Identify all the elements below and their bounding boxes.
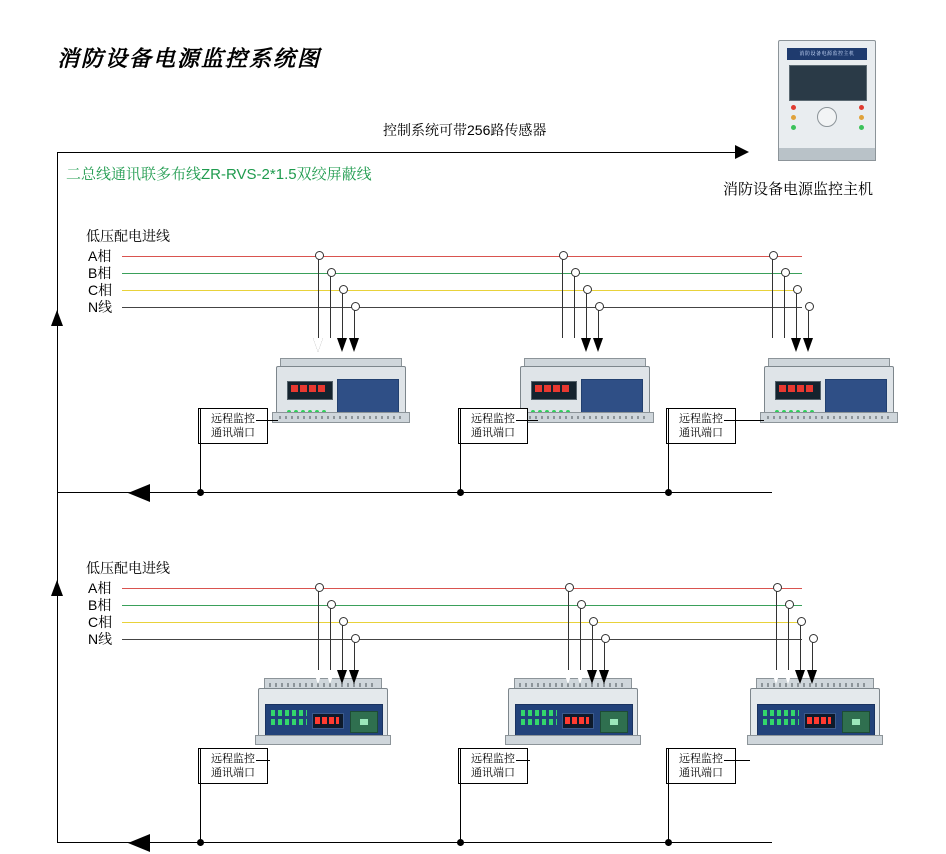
group2-device3-port [666,748,736,784]
group1-incoming-label: 低压配电进线 [86,228,170,244]
module-led-row [775,401,821,407]
group1-device-2 [520,358,648,420]
group1-phase-label-a: A相 [88,248,112,264]
g2d1-tap-n [354,639,355,670]
g2d1-node-a [315,583,324,592]
g2d2-comm-link [516,760,530,761]
g1d2-node-b [571,268,580,277]
g2d3-arrow-n [807,670,817,684]
g2d1-arrow-n [349,670,359,684]
bus-arrow-up-2 [51,580,63,596]
group2-phase-label-a: A相 [88,580,112,596]
group2-device1-port [198,748,268,784]
port-line-2: 通讯端口 [679,767,723,779]
g2d3-arrow-c [795,670,805,684]
module-led-row-1 [521,710,557,716]
g2d1-comm-node [197,839,204,846]
module-display [562,713,594,729]
module-display [287,381,333,400]
host-led-amber [791,115,796,120]
host-led-amber-2 [859,115,864,120]
group2-phase-line-a [122,588,802,589]
module-display [531,381,577,400]
power-monitor-module [520,358,648,420]
group2-phase-line-b [122,605,802,606]
g2d2-node-a [565,583,574,592]
g2d2-comm-line [460,748,461,846]
host-led-red [791,105,796,110]
g1d2-arrow-n [593,338,603,352]
g1d2-comm-link [516,420,538,421]
g2d3-arrow-b [783,670,793,684]
group1-device1-port [198,408,268,444]
g1d3-arrow-b [779,338,789,352]
g2d2-arrow-a [563,670,573,684]
port-line-1: 远程监控 [679,413,723,425]
group1-return-arrow [128,484,150,502]
g2d3-comm-node [665,839,672,846]
g1d3-comm-line [668,408,669,496]
g2d1-node-b [327,600,336,609]
g2d2-tap-n [604,639,605,670]
bus-cable-label: 二总线通讯联多布线ZR-RVS-2*1.5双绞屏蔽线 [66,166,372,183]
g1d2-arrow-a [557,338,567,352]
monitoring-host-panel [778,40,874,160]
host-base [778,148,876,161]
g1d2-tap-c [586,290,587,338]
g2d3-tap-c [800,622,801,670]
g1d2-tap-n [598,307,599,338]
g2d1-tap-a [318,588,319,670]
g2d3-node-a [773,583,782,592]
g1d2-node-n [595,302,604,311]
module-terminal-base [255,735,391,745]
g1d2-node-c [583,285,592,294]
group1-device-1 [276,358,404,420]
g1d3-tap-c [796,290,797,338]
group1-phase-label-b: B相 [88,265,112,281]
g1d1-tap-c [342,290,343,338]
g1d3-tap-a [772,256,773,338]
g1d1-comm-node [197,489,204,496]
host-led-red-2 [859,105,864,110]
g2d3-tap-a [776,588,777,670]
module-keypad [600,711,628,733]
module-led-row [531,401,577,407]
port-line-2: 通讯端口 [679,427,723,439]
module-terminal-base [747,735,883,745]
g2d3-comm-line [668,748,669,846]
g2d3-arrow-a [771,670,781,684]
g1d3-arrow-c [791,338,801,352]
port-line-2: 通讯端口 [211,427,255,439]
g1d3-node-c [793,285,802,294]
module-led-row-1 [763,710,799,716]
g2d2-node-c [589,617,598,626]
g1d3-node-n [805,302,814,311]
bus-capacity-note: 控制系统可带256路传感器 [383,122,547,138]
module-case [276,366,406,414]
g1d2-node-a [559,251,568,260]
module-led-row [287,401,333,407]
port-line-1: 远程监控 [471,413,515,425]
group1-device2-port [458,408,528,444]
module-case [258,688,388,738]
group1-phase-label-n: N线 [88,299,113,315]
bus-arrow-to-host [735,145,749,159]
port-line-1: 远程监控 [211,753,255,765]
g1d3-comm-node [665,489,672,496]
g2d3-node-n [809,634,818,643]
g1d3-node-a [769,251,778,260]
g2d1-comm-line [200,748,201,846]
module-keypad [350,711,378,733]
g1d1-node-n [351,302,360,311]
group2-incoming-label: 低压配电进线 [86,560,170,576]
g2d2-node-b [577,600,586,609]
g1d2-comm-line [460,408,461,496]
host-led-green-2 [859,125,864,130]
module-case [508,688,638,738]
g2d2-arrow-c [587,670,597,684]
module-blue-panel [581,379,643,415]
power-monitor-module [258,678,386,744]
g1d1-tap-n [354,307,355,338]
port-line-2: 通讯端口 [211,767,255,779]
port-line-2: 通讯端口 [471,767,515,779]
g1d2-tap-b [574,273,575,338]
host-screen [789,65,867,101]
bus-line-left [57,152,58,842]
group2-phase-line-n [122,639,802,640]
module-terminal-base [272,412,410,423]
host-label: 消防设备电源监控主机 [723,181,874,198]
bus-arrow-up-1 [51,310,63,326]
g2d1-tap-b [330,605,331,670]
group1-device-3 [764,358,892,420]
group1-device3-port [666,408,736,444]
g1d2-arrow-c [581,338,591,352]
group2-device-3 [750,678,878,744]
g1d3-tap-b [784,273,785,338]
bus-line-top [57,152,747,153]
g2d1-arrow-a [313,670,323,684]
g1d1-node-c [339,285,348,294]
group2-phase-label-n: N线 [88,631,113,647]
g1d1-comm-link [256,420,278,421]
module-terminal-base [505,735,641,745]
g2d2-tap-b [580,605,581,670]
module-blue-panel [337,379,399,415]
module-led-row-2 [271,719,307,725]
module-led-row-2 [763,719,799,725]
group1-phase-line-n [122,307,802,308]
g2d2-tap-c [592,622,593,670]
g1d1-arrow-n [349,338,359,352]
module-case [764,366,894,414]
power-monitor-module [508,678,636,744]
port-line-1: 远程监控 [471,753,515,765]
g2d2-comm-node [457,839,464,846]
g1d3-tap-n [808,307,809,338]
group2-phase-line-c [122,622,802,623]
g2d3-comm-link [724,760,750,761]
group1-phase-line-c [122,290,802,291]
g2d2-arrow-b [575,670,585,684]
g2d1-tap-c [342,622,343,670]
port-line-1: 远程监控 [211,413,255,425]
g1d1-arrow-a [313,338,323,352]
power-monitor-module [750,678,878,744]
g2d1-arrow-b [325,670,335,684]
g1d1-comm-line [200,408,201,496]
host-led-green [791,125,796,130]
module-led-row-1 [271,710,307,716]
g2d2-node-n [601,634,610,643]
module-blue-panel [825,379,887,415]
module-case [750,688,880,738]
group1-phase-line-a [122,256,802,257]
host-banner-text: 消防设备电源监控主机 [799,51,855,57]
module-terminal-base [760,412,898,423]
g1d3-comm-link [724,420,764,421]
g2d3-tap-b [788,605,789,670]
g1d1-node-b [327,268,336,277]
g1d2-arrow-b [569,338,579,352]
g1d1-arrow-b [325,338,335,352]
module-display [312,713,344,729]
module-keypad [842,711,870,733]
g2d2-tap-a [568,588,569,670]
module-case [520,366,650,414]
g2d3-node-b [785,600,794,609]
group2-phase-label-b: B相 [88,597,112,613]
g2d1-node-n [351,634,360,643]
g1d1-tap-b [330,273,331,338]
module-led-row-2 [521,719,557,725]
group2-device-2 [508,678,636,744]
group2-device-1 [258,678,386,744]
power-monitor-module [276,358,404,420]
host-top-banner [787,48,867,60]
module-display [804,713,836,729]
host-body [778,40,876,150]
group1-phase-line-b [122,273,802,274]
host-knob [817,107,837,127]
g1d3-arrow-n [803,338,813,352]
g1d1-node-a [315,251,324,260]
g2d3-node-c [797,617,806,626]
power-monitor-module [764,358,892,420]
port-line-2: 通讯端口 [471,427,515,439]
g2d1-node-c [339,617,348,626]
g1d3-arrow-a [767,338,777,352]
port-line-1: 远程监控 [679,753,723,765]
page-title: 消防设备电源监控系统图 [57,46,322,71]
group1-phase-label-c: C相 [88,282,113,298]
g1d3-node-b [781,268,790,277]
module-terminal-base [516,412,654,423]
g1d1-arrow-c [337,338,347,352]
g1d2-tap-a [562,256,563,338]
g1d2-comm-node [457,489,464,496]
g2d2-arrow-n [599,670,609,684]
g1d1-tap-a [318,256,319,338]
g2d1-comm-link [256,760,270,761]
g2d1-arrow-c [337,670,347,684]
group2-phase-label-c: C相 [88,614,113,630]
g2d3-tap-n [812,639,813,670]
group2-return-arrow [128,834,150,852]
module-display [775,381,821,400]
group2-device2-port [458,748,528,784]
